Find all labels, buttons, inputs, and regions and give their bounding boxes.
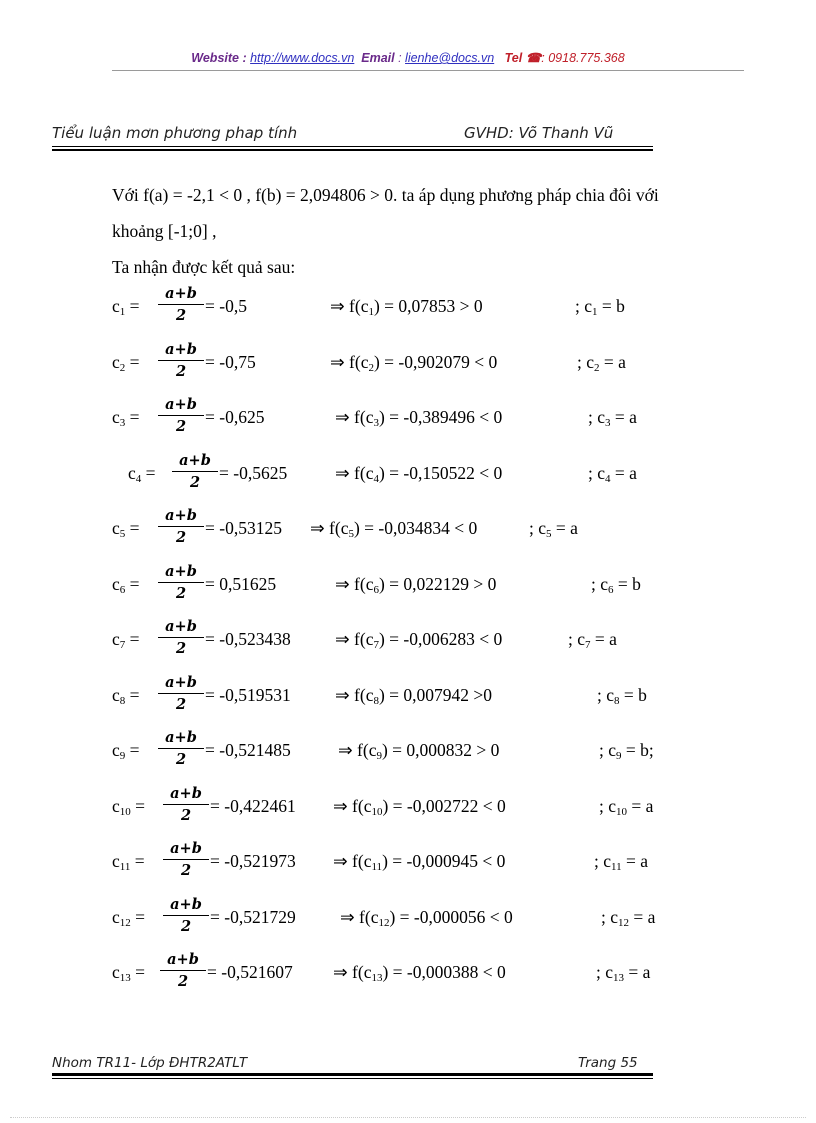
- fraction-numerator: a+b: [160, 950, 206, 971]
- midpoint-fraction: [158, 506, 204, 547]
- midpoint-value: = 0,51625: [205, 573, 277, 594]
- interval-update: ; $c_{12} = a$: [601, 906, 656, 929]
- fraction-numerator: a+b: [163, 895, 209, 916]
- website-label: Website :: [191, 51, 251, 65]
- midpoint-fraction: [163, 784, 209, 825]
- fraction-denominator: 2: [175, 695, 187, 713]
- function-value: ⇒ $f(c_7) = -0,006283 < 0$: [335, 629, 503, 651]
- page-footer: [52, 1055, 653, 1075]
- fraction-denominator: 2: [175, 529, 187, 546]
- iteration-row: [0, 340, 816, 386]
- midpoint-value: = -0,521973: [210, 851, 296, 871]
- intro-line-3: Ta nhận được kết quả sau:: [112, 257, 296, 277]
- iteration-label: $c_{13}$ =: [112, 962, 146, 984]
- intro-line-2: khoảng [-1;0] ,: [112, 221, 217, 241]
- midpoint-value: = -0,523438: [205, 629, 291, 649]
- iteration-row: [0, 839, 816, 885]
- iteration-label: $c_5$ =: [112, 518, 140, 540]
- fraction-denominator: 2: [175, 751, 187, 768]
- email-link[interactable]: lienhe@docs.vn: [405, 51, 495, 65]
- midpoint-fraction: [172, 451, 218, 492]
- iteration-label: $c_{11}$ =: [112, 851, 145, 873]
- midpoint-fraction: [160, 950, 206, 991]
- fraction-denominator: 2: [175, 418, 187, 435]
- midpoint-value: = -0,5: [205, 296, 247, 316]
- interval-update: ; $c_{13} = a$: [596, 962, 651, 984]
- fraction-numerator: a+b: [172, 451, 218, 472]
- iteration-row: [0, 784, 816, 830]
- footer-rule-thick: [52, 1073, 653, 1076]
- fraction-denominator: 2: [175, 640, 187, 657]
- interval-update: ; $c_4 = a$: [588, 462, 637, 485]
- iteration-label: $c_6$ =: [112, 573, 140, 596]
- iteration-label: $c_7$ =: [112, 629, 140, 651]
- interval-update: ; $c_{11} = a$: [594, 851, 648, 873]
- intro-line-1: Với f(a) = -2,1 < 0 , f(b) = 2,094806 > 0. ta áp dụng phương pháp chia đôi với: [112, 185, 659, 205]
- email-label: Email: [361, 51, 395, 65]
- header-rule-thick: [52, 149, 653, 151]
- iteration-label: $c_1$ =: [112, 296, 140, 318]
- iteration-label: $c_8$ =: [112, 684, 140, 707]
- footer-group: Nhom TR11- Lớp ĐHTR2ATLT: [52, 1055, 248, 1071]
- midpoint-fraction: [163, 839, 209, 880]
- interval-update: ; $c_2 = a$: [577, 351, 626, 374]
- fraction-denominator: 2: [180, 917, 192, 935]
- fraction-numerator: a+b: [158, 506, 204, 527]
- iteration-label: $c_3$ =: [112, 407, 140, 429]
- midpoint-fraction: [163, 895, 209, 936]
- website-link[interactable]: http://www.docs.vn: [250, 51, 355, 65]
- function-value: ⇒ $f(c_3) = -0,389496 < 0$: [335, 407, 503, 429]
- iteration-row: [0, 673, 816, 719]
- fraction-numerator: a+b: [158, 673, 204, 694]
- interval-update: ; $c_1 = b$: [575, 296, 625, 318]
- midpoint-value: = -0,519531: [205, 684, 291, 705]
- iteration-row: [0, 562, 816, 608]
- midpoint-value: = -0,5625: [219, 462, 288, 483]
- banner-divider: [112, 70, 744, 71]
- fraction-denominator: 2: [189, 473, 201, 491]
- midpoint-fraction: [158, 395, 204, 436]
- fraction-numerator: a+b: [158, 617, 204, 638]
- phone-icon: ☎: [525, 51, 542, 65]
- iteration-label: $c_4$ =: [128, 462, 156, 485]
- function-value: ⇒ $f(c_6) = 0,022129 > 0$: [335, 573, 497, 596]
- iteration-row: [0, 617, 816, 663]
- iteration-row: [0, 950, 816, 996]
- iteration-row: [0, 451, 816, 497]
- function-value: ⇒ $f(c_1) = 0,07853 > 0$: [330, 296, 483, 318]
- tel-value: : 0918.775.368: [541, 51, 625, 65]
- interval-update: ; $c_5 = a$: [529, 518, 578, 540]
- header-instructor: GVHD: Võ Thanh Vũ: [464, 124, 614, 142]
- midpoint-value: = -0,521485: [205, 740, 291, 760]
- function-value: ⇒ $f(c_{10}) = -0,002722 < 0$: [333, 795, 506, 818]
- function-value: ⇒ $f(c_5) = -0,034834 < 0$: [310, 518, 478, 540]
- fraction-denominator: 2: [175, 307, 187, 324]
- footer-page-number: Trang 55: [578, 1055, 638, 1071]
- tel-label: Tel: [504, 51, 523, 65]
- iteration-label: $c_2$ =: [112, 351, 140, 374]
- iteration-row: [0, 284, 816, 330]
- function-value: ⇒ $f(c_9) = 0,000832 > 0$: [338, 740, 500, 762]
- email-separator: :: [394, 51, 406, 65]
- interval-update: ; $c_8 = b$: [597, 684, 647, 707]
- function-value: ⇒ $f(c_{11}) = -0,000945 < 0$: [333, 851, 506, 873]
- iteration-label: $c_9$ =: [112, 740, 140, 762]
- function-value: ⇒ $f(c_{12}) = -0,000056 < 0$: [340, 906, 513, 929]
- midpoint-value: = -0,53125: [205, 518, 282, 538]
- fraction-numerator: a+b: [158, 562, 204, 583]
- interval-update: ; $c_7 = a$: [568, 629, 617, 651]
- fraction-denominator: 2: [175, 362, 187, 380]
- fraction-numerator: a+b: [158, 284, 204, 305]
- midpoint-value: = -0,75: [205, 351, 256, 372]
- function-value: ⇒ $f(c_{13}) = -0,000388 < 0$: [333, 962, 506, 984]
- iteration-label: $c_{12}$ =: [112, 906, 146, 929]
- midpoint-value: = -0,521607: [207, 962, 293, 982]
- page-edge: [10, 1117, 806, 1118]
- site-banner: [0, 50, 816, 65]
- midpoint-value: = -0,625: [205, 407, 265, 427]
- function-value: ⇒ $f(c_8) = 0,007942 >0$: [335, 684, 493, 707]
- header-title: Tiểu luận mơn phương phap tính: [52, 124, 298, 142]
- midpoint-fraction: [158, 340, 204, 381]
- midpoint-fraction: [158, 728, 204, 769]
- interval-update: ; $c_6 = b$: [591, 573, 641, 596]
- midpoint-fraction: [158, 617, 204, 658]
- fraction-denominator: 2: [180, 862, 192, 879]
- fraction-numerator: a+b: [163, 784, 209, 805]
- interval-update: ; $c_9 = b$;: [599, 740, 654, 762]
- fraction-denominator: 2: [177, 973, 189, 990]
- fraction-denominator: 2: [175, 584, 187, 602]
- fraction-numerator: a+b: [158, 728, 204, 749]
- iteration-label: $c_{10}$ =: [112, 795, 146, 818]
- function-value: ⇒ $f(c_4) = -0,150522 < 0$: [335, 462, 503, 485]
- iteration-row: [0, 728, 816, 774]
- fraction-numerator: a+b: [158, 340, 204, 361]
- iteration-row: [0, 895, 816, 941]
- function-value: ⇒ $f(c_2) = -0,902079 < 0$: [330, 351, 498, 374]
- midpoint-fraction: [158, 673, 204, 714]
- fraction-denominator: 2: [180, 806, 192, 824]
- footer-rule: [52, 1078, 653, 1079]
- interval-update: ; $c_3 = a$: [588, 407, 637, 429]
- midpoint-fraction: [158, 562, 204, 603]
- midpoint-value: = -0,521729: [210, 906, 296, 927]
- iteration-row: [0, 395, 816, 441]
- interval-update: ; $c_{10} = a$: [599, 795, 654, 818]
- iteration-row: [0, 506, 816, 552]
- midpoint-value: = -0,422461: [210, 795, 296, 816]
- header-rule: [52, 146, 653, 147]
- fraction-numerator: a+b: [158, 395, 204, 416]
- midpoint-fraction: [158, 284, 204, 325]
- fraction-numerator: a+b: [163, 839, 209, 860]
- page-header: [52, 124, 653, 146]
